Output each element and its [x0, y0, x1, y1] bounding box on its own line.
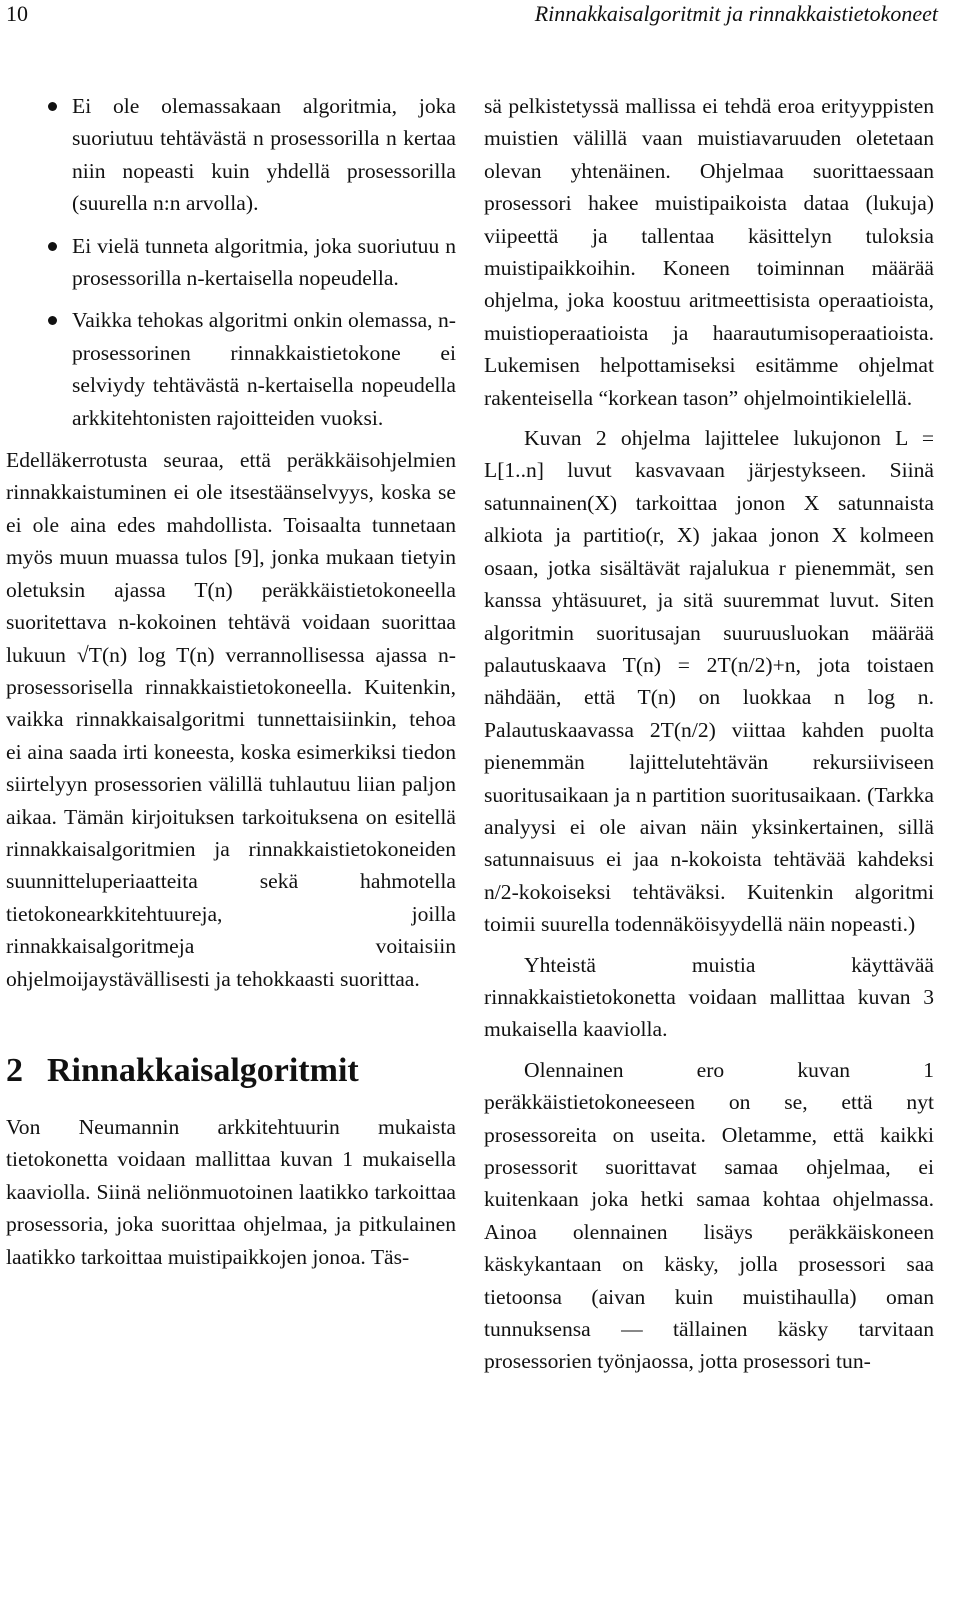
- page-header: [0, 0, 960, 30]
- list-item: [6, 90, 456, 220]
- body-paragraph: Edelläkerrotusta seuraa, että peräkkäisohjelmien rinnakkaistuminen ei ole itsestäänselvyys, koska se ei ole aina edes mahdollista. Toisaalta tunnetaan myös muun muassa tulos [9], jonka mukaan tietyin oletuksin ajassa T(n) peräkkäistietokoneella suoritettava n-kokoinen tehtävä voidaan suorittaa lukuun √T(n) log T(n) verrannollisessa ajassa n-prosessorisella rinnakkaistietokoneella. Kuitenkin, vaikka rinnakkaisalgoritmi tunnettaisiinkin, tehoa ei aina saada irti koneesta, koska esimerkiksi tiedon siirtelyyn prosessorien välillä tuhlautuu liian paljon aikaa. Tämän kirjoituksen tarkoituksena on esitellä rinnakkaisalgoritmien ja rinnakkaistietokoneiden suunnitteluperiaatteita sekä hahmotella tietokonearkkitehtuureja, joilla rinnakkaisalgoritmeja voitaisiin ohjelmoijaystävällisesti ja tehokkaasti suorittaa.: [6, 448, 456, 991]
- list-item: [6, 230, 456, 295]
- body-paragraph: Yhteistä muistia käyttävää rinnakkaistietokonetta voidaan mallittaa kuvan 3 mukaisella kaaviolla.: [484, 952, 934, 1042]
- running-title: Rinnakkaisalgoritmit ja rinnakkaistietokoneet: [534, 1, 938, 26]
- body-paragraph: Olennainen ero kuvan 1 peräkkäistietokoneeseen on se, että nyt prosessoreita on useita. Oletamme, että kaikki prosessorit suorittavat samaa ohjelmaa, ei kuitenkaan joka hetki samaa kohtaa ohjelmassa. Ainoa olennainen lisäys peräkkäiskoneen käskykantaan on käsky, jolla prosessori saa tietoonsa (aivan kuin muistihaulla) oman tunnuksensa — tällainen käsky tarvitaan prosessorien työnjaossa, jotta prosessori tun-: [484, 1057, 934, 1374]
- bullet-list: [6, 90, 456, 434]
- right-column: [484, 90, 934, 1378]
- bullet-icon: [48, 102, 57, 111]
- bullet-icon: [48, 316, 57, 325]
- left-column: [6, 90, 456, 1273]
- body-paragraph: sä pelkistetyssä mallissa ei tehdä eroa erityyppisten muistien välillä vaan muistiavaruuden oletetaan olevan yhtenäinen. Ohjelmaa suorittaessaan prosessori hakee muistipaikoista dataa (lukuja) viipeettä ja tallentaa käsittelyn tuloksia muistipaikkoihin. Koneen toiminnan määrää ohjelma, joka koostuu aritmeettisista operaatioista, muistioperaatioista ja haarautumisoperaatioista. Lukemisen helpottamiseksi esitämme ohjelmat rakenteisella “korkean tason” ohjelmointikielellä.: [484, 94, 934, 410]
- page-number: 10: [6, 1, 28, 26]
- section-paragraph: Von Neumannin arkkitehtuurin mukaista tietokonetta voidaan mallittaa kuvan 1 mukaisella kaaviolla. Siinä neliönmuotoinen laatikko tarkoittaa prosessoria, joka suorittaa ohjelmaa, ja pitkulainen laatikko tarkoittaa muistipaikkojen jonoa. Täs-: [6, 1114, 456, 1269]
- list-item-text: Ei ole olemassakaan algoritmia, joka suoriutuu tehtävästä n prosessorilla n kertaa niin nopeasti kuin yhdellä prosessorilla (suurella n:n arvolla).: [72, 94, 456, 216]
- section-heading: [6, 1051, 456, 1091]
- bullet-icon: [48, 242, 57, 251]
- list-item: [6, 304, 456, 434]
- list-item-text: Ei vielä tunneta algoritmia, joka suoriutuu n prosessorilla n-kertaisella nopeudella.: [72, 233, 456, 291]
- list-item-text: Vaikka tehokas algoritmi onkin olemassa, n-prosessorinen rinnakkaistietokone ei selviydy tehtävästä n-kertaisella nopeudella arkkitehtonisten rajoitteiden vuoksi.: [72, 308, 456, 430]
- body-paragraph: Kuvan 2 ohjelma lajittelee lukujonon L = L[1..n] luvut kasvavaan järjestykseen. Siinä satunnainen(X) tarkoittaa jonon X satunnaista alkiota ja partitio(r, X) jakaa jonon X kolmeen osaan, jotka sisältävät rajalukua r pienemmät, sen kanssa yhtäsuuret, ja sitä suuremmat luvut. Siten algoritmin suoritusajan suuruusluokan määrää palautuskaava T(n) = 2T(n/2)+n, jota toistaen nähdään, että T(n) on luokkaa n log n. Palautuskaavassa 2T(n/2) viittaa kahden puolta pienemmän lajittelutehtävän rekursiiviseen suoritusaikaan ja n partition suoritusaikaan. (Tarkka analyysi ei ole aivan näin yksinkertainen, sillä satunnaisuus ei jaa n-kokoista tehtävää kahdeksi n/2-kokoiseksi tehtäväksi. Kuitenkin algoritmi toimii suurella todennäköisyydellä näin nopeasti.): [484, 426, 934, 937]
- section-title: Rinnakkaisalgoritmit: [47, 1051, 359, 1089]
- section-number: 2: [6, 1051, 23, 1089]
